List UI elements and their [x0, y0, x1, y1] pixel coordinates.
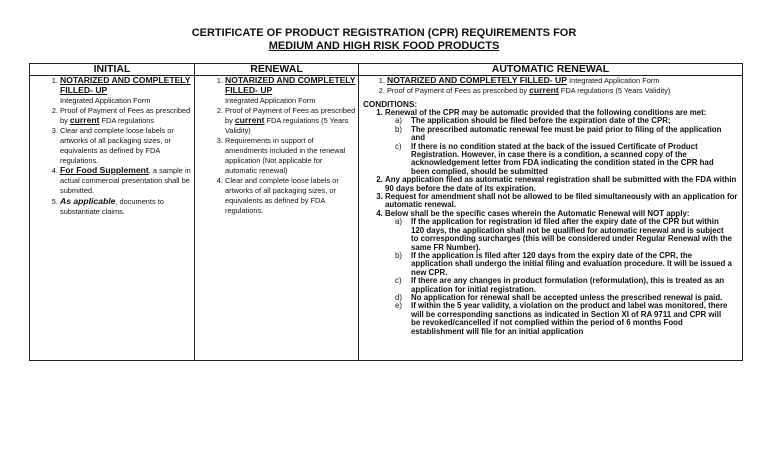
renewal-list — [195, 76, 358, 216]
automatic-renewal-cell — [359, 76, 743, 361]
sub-letter: b) — [395, 250, 403, 260]
fees-text: Proof of Payment of Fees as prescribed by — [387, 86, 530, 95]
form-requirement-sub: Integrated Application Form — [225, 96, 316, 105]
sub-letter: c) — [395, 141, 402, 151]
document-title: CERTIFICATE OF PRODUCT REGISTRATION (CPR) REQUIREMENTS FOR — [191, 27, 577, 39]
document-subtitle: MEDIUM AND HIGH RISK FOOD PRODUCTS — [268, 40, 500, 52]
list-item — [225, 106, 358, 136]
sub-condition — [395, 124, 738, 143]
form-requirement-bold: NOTARIZED AND COMPLETELY FILLED- UP — [387, 75, 567, 85]
sub-letter: b) — [395, 124, 403, 134]
fees-text-end: FDA regulations (5 Years Validity) — [558, 86, 671, 95]
sub-condition-text: The application should be filed before the expiration date of the CPR; — [411, 116, 671, 126]
fees-current: current — [69, 115, 100, 125]
list-item — [60, 76, 194, 106]
column-header-initial: INITIAL — [30, 64, 195, 76]
renewal-cell — [195, 76, 359, 361]
form-requirement-sub: Integrated Application Form — [60, 96, 151, 105]
list-item — [60, 106, 194, 126]
sub-condition-text: If there is no condition stated at the back of the issued Certificate of Product Registration. However, in case there is a condition, a scanned copy of the acknowledgement letter from FDA indicating the condition stated in the CPR had been complied, should be submitted — [411, 141, 714, 176]
conditions-list — [359, 109, 742, 336]
condition-item — [385, 210, 742, 336]
sub-condition — [395, 276, 738, 294]
list-item: 3. Clear and complete loose labels or artworks of all packaging sizes, or equivalents as defined by FDA regulations. — [60, 126, 194, 166]
sub-condition-text: If the application for registration id filed after the expiry date of the CPR but within 120 days, the application shall not be qualified for automatic renewal and is subject to corresponding surcharges (this will be considered under Regular Renewal with the same FR Number). — [411, 217, 732, 252]
sub-letter: a) — [395, 217, 403, 227]
fees-current: current — [234, 115, 265, 125]
sub-condition-text: If there are any changes in product formulation (reformulation), this is treated as an application for initial registration. — [411, 276, 725, 294]
automatic-renewal-list — [359, 76, 742, 96]
list-item — [387, 76, 742, 86]
condition-item — [385, 109, 742, 176]
food-supplement-label: For Food Supplement — [60, 165, 149, 175]
form-requirement-bold: NOTARIZED AND COMPLETELY FILLED- UP — [60, 75, 191, 95]
column-header-renewal: RENEWAL — [195, 64, 359, 76]
sub-condition-text: If the application is filed after 120 days from the expiry date of the CPR, the application shall undergo the initial filing and evaluation procedure. It will be issued a new CPR. — [411, 250, 732, 277]
condition-sublist — [385, 218, 738, 336]
fees-text: Proof of Payment of Fees as prescribed by — [60, 106, 191, 125]
as-applicable-label: As applicable — [60, 196, 116, 206]
as-applicable-text: , documents to substantiate claims. — [60, 197, 164, 216]
condition-text: Below shall be the specific cases wherein the Automatic Renewal will NOT apply: — [385, 208, 690, 218]
list-item — [60, 196, 194, 217]
sub-condition — [395, 141, 738, 177]
sub-letter: c) — [395, 276, 402, 286]
form-requirement-bold: NOTARIZED AND COMPLETELY FILLED- UP — [225, 75, 356, 95]
list-item — [387, 86, 742, 96]
fees-text: Proof of Payment of Fees as prescribed by — [225, 106, 356, 125]
conditions-heading: CONDITIONS: — [363, 100, 418, 109]
sub-condition — [395, 250, 738, 277]
list-item: 4. Clear and complete loose labels or artworks of all packaging sizes, or equivalents as defined by FDA regulations. — [225, 176, 358, 216]
initial-list — [30, 76, 194, 217]
fees-text-end: FDA regulations — [99, 116, 155, 125]
sub-condition — [395, 301, 738, 336]
condition-text: Renewal of the CPR may be automatic provided that the following conditions are met: — [385, 108, 707, 117]
condition-item: 2. Any application filed as automatic renewal registration shall be submitted with the FDA within 90 days before the date of its expiration. — [385, 176, 742, 193]
table-body-row — [30, 76, 743, 361]
sub-letter: e) — [395, 301, 403, 311]
form-requirement-sub: Integrated Application Form — [567, 76, 660, 85]
food-supplement-text: , a sample in actual commercial presentation shall be submitted. — [60, 166, 191, 195]
condition-sublist — [385, 117, 738, 176]
condition-item: 3. Request for amendment shall not be allowed to be filed simultaneously with an application for automatic renewal. — [385, 193, 742, 210]
list-item: 3. Requirements in support of amendments included in the renewal application (Not applicable for automatic renewal) — [225, 136, 358, 176]
sub-condition-text: The prescribed automatic renewal fee must be paid prior to filing of the application and — [411, 124, 722, 143]
sub-condition-text: No application for renewal shall be accepted unless the prescribed renewal is paid. — [411, 292, 723, 302]
column-header-automatic-renewal: AUTOMATIC RENEWAL — [359, 64, 743, 76]
list-item — [60, 166, 194, 196]
requirements-table — [29, 63, 743, 361]
sub-letter: a) — [395, 116, 403, 126]
initial-cell — [30, 76, 195, 361]
list-item — [225, 76, 358, 106]
fees-current: current — [529, 85, 559, 95]
sub-condition-text: If within the 5 year validity, a violation on the product and label was monitored, there will be corresponding sanctions as indicated in Section XI of RA 9711 and CPR will be revoked/cancelled if not complied within the period of 6 months Food establishment will file for an initial application — [411, 301, 728, 336]
fees-text-end: FDA regulations (5 Years Validity) — [225, 116, 349, 135]
table-header-row — [30, 64, 743, 76]
sub-letter: d) — [395, 292, 403, 302]
sub-condition — [395, 217, 738, 252]
